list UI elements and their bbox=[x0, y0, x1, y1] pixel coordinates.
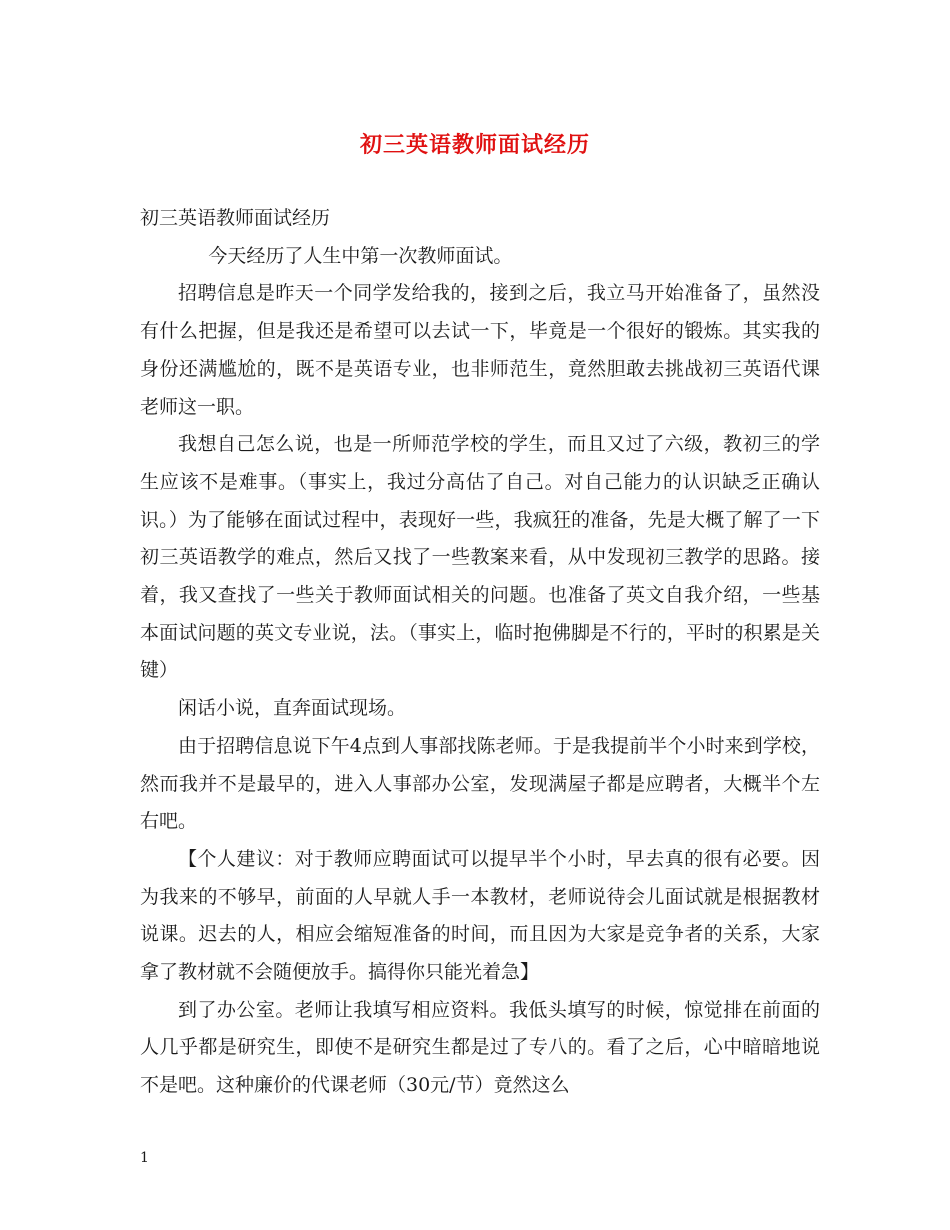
document-body bbox=[140, 200, 820, 1105]
paragraph: 由于招聘信息说下午4点到人事部找陈老师。于是我提前半个小时来到学校，然而我并不是最早的，进入人事部办公室，发现满屋子都是应聘者，大概半个左右吧。 bbox=[140, 734, 820, 833]
paragraph: 我想自己怎么说，也是一所师范学校的学生，而且又过了六级，教初三的学生应该不是难事。（事实上，我过分高估了自己。对自己能力的认识缺乏正确认识。）为了能够在面试过程中，表现好一些，我疯狂的准备，先是大概了解了一下初三英语教学的难点，然后又找了一些教案来看，从中发现初三教学的思路。接着，我又查找了一些关于教师面试相关的问题。也准备了英文自我介绍，一些基本面试问题的英文专业说，法。（事实上，临时抱佛脚是不行的，平时的积累是关键） bbox=[140, 433, 820, 682]
subtitle-line: 初三英语教师面试经历 bbox=[140, 207, 331, 229]
paragraph: 【个人建议：对于教师应聘面试可以提早半个小时，早去真的很有必要。因为我来的不够早，前面的人早就人手一本教材，老师说待会儿面试就是根据教材说课。迟去的人，相应会缩短准备的时间，而且因为大家是竞争者的关系，大家拿了教材就不会随便放手。搞得你只能光着急】 bbox=[140, 847, 820, 984]
page-number: 1 bbox=[140, 1150, 149, 1166]
paragraph: 招聘信息是昨天一个同学发给我的，接到之后，我立马开始准备了，虽然没有什么把握，但是我还是希望可以去试一下，毕竟是一个很好的锻炼。其实我的身份还满尴尬的，既不是英语专业，也非师范生，竟然胆敢去挑战初三英语代课老师这一职。 bbox=[140, 282, 820, 418]
intro-line: 今天经历了人生中第一次教师面试。 bbox=[208, 244, 513, 267]
document-title: 初三英语教师面试经历 bbox=[359, 132, 590, 158]
paragraph: 闲话小说，直奔面试现场。 bbox=[178, 697, 407, 720]
paragraph: 到了办公室。老师让我填写相应资料。我低头填写的时候，惊觉排在前面的人几乎都是研究生，即使不是研究生都是过了专八的。看了之后，心中暗暗地说不是吧。这种廉价的代课老师（30元/节）竟然这么 bbox=[140, 998, 820, 1097]
